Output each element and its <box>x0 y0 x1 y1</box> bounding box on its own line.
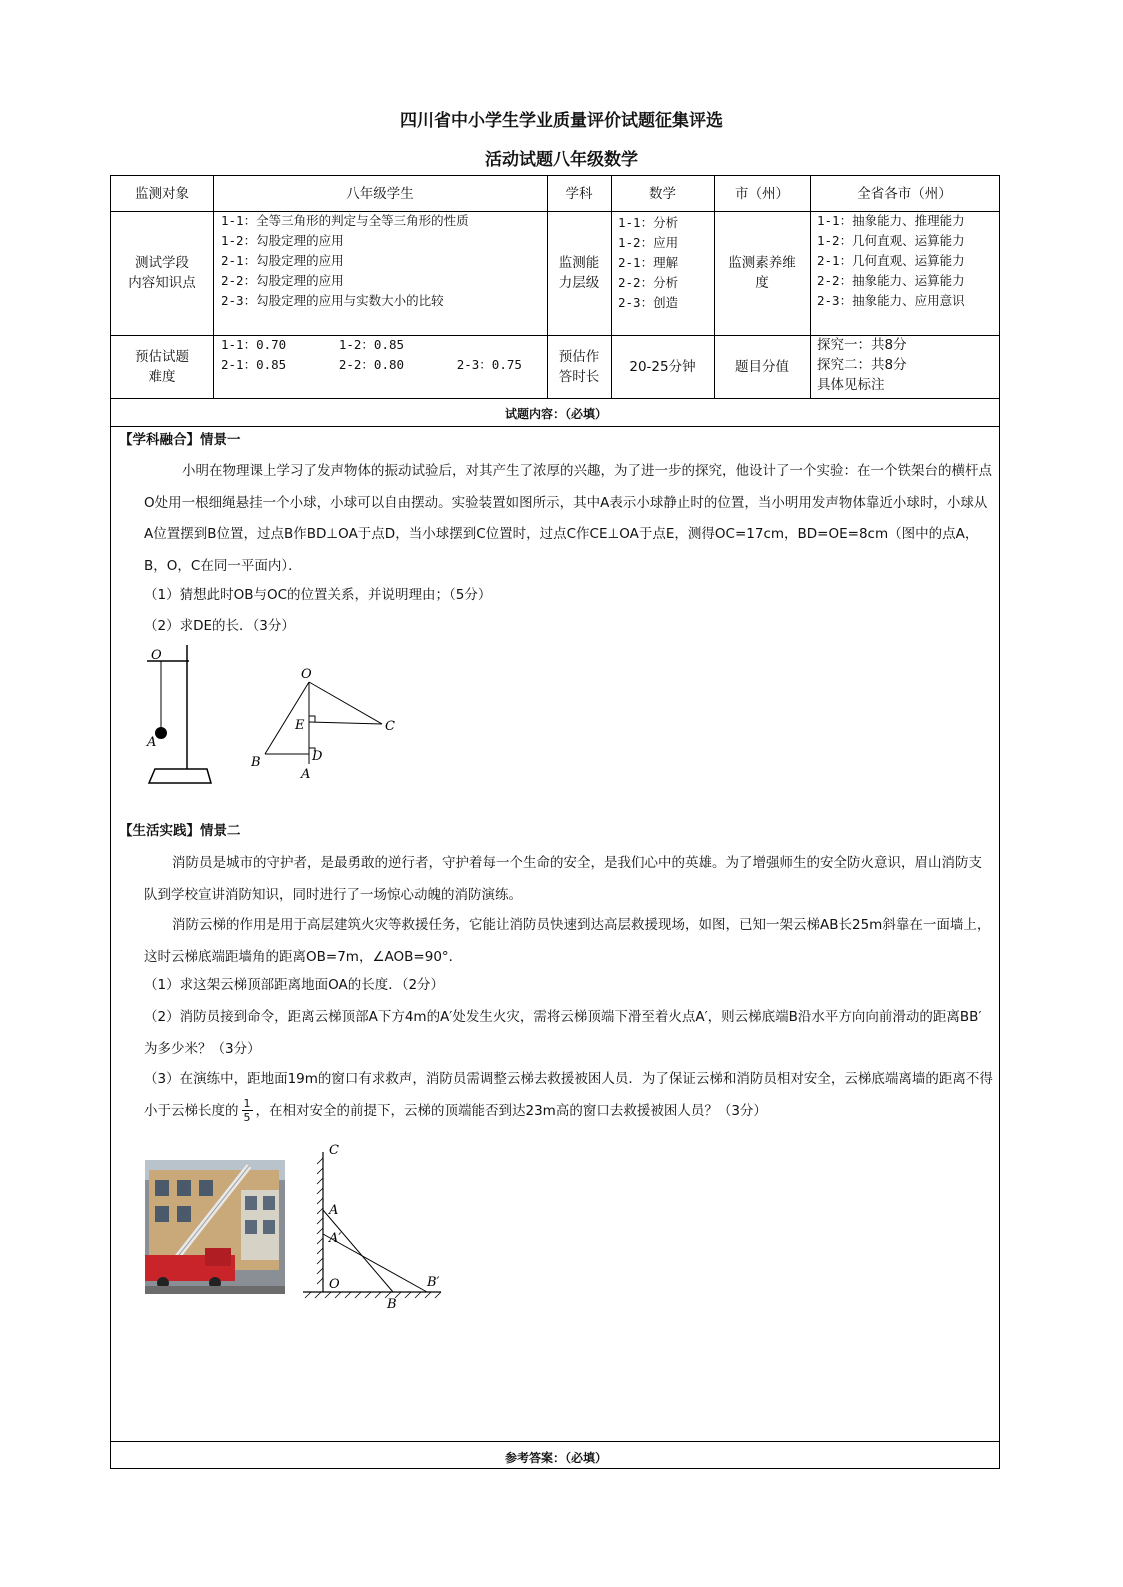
cell-monitor-target-label: 监测对象 <box>135 185 189 202</box>
literacy-item: 1-2：几何直观、运算能力 <box>817 233 965 248</box>
literacy-item: 1-1：抽象能力、推理能力 <box>817 213 965 228</box>
cell-literacy-dimensions <box>810 211 999 335</box>
level-item: 2-1：理解 <box>618 255 679 270</box>
label-O: O <box>151 648 162 663</box>
ladder-geometry-figure <box>301 1138 451 1310</box>
row-divider <box>111 1441 999 1442</box>
label-C: C <box>329 1143 339 1158</box>
row-divider <box>111 398 999 399</box>
label-A-prime: A′ <box>329 1231 342 1246</box>
scene2-paragraph-1: 消防员是城市的守护者，是最勇敢的逆行者，守护着每一个生命的安全，是我们心中的英雄。为了增强师生的安全防火意识，眉山消防支队到学校宣讲消防知识，同时进行了一场惊心动魄的消防演练。 <box>144 855 982 903</box>
knowledge-item: 2-1：勾股定理的应用 <box>221 253 344 268</box>
scene1-question-1: （1）猜想此时OB与OC的位置关系，并说明理由；（5分） <box>144 587 492 603</box>
fraction-one-fifth <box>242 1097 253 1124</box>
label-line: 力层级 <box>558 275 600 291</box>
difficulty-line: 2-1：0.85 2-2：0.80 2-3：0.75 <box>221 357 522 372</box>
knowledge-item: 1-1：全等三角形的判定与全等三角形的性质 <box>221 213 469 228</box>
label-D: D <box>312 749 323 764</box>
cell-difficulty-values <box>213 335 547 398</box>
label-C: C <box>385 719 395 734</box>
literacy-item: 2-2：抽象能力、运算能力 <box>817 273 965 288</box>
cell-time-label <box>547 335 611 398</box>
scene1-question-2: （2）求DE的长．（3分） <box>144 618 295 634</box>
label-A: A <box>147 735 157 750</box>
label-line: 预估作 <box>558 348 600 365</box>
cell-content-label <box>111 211 213 335</box>
level-item: 1-2：应用 <box>618 235 679 250</box>
level-item: 2-3：创造 <box>618 295 679 310</box>
level-item: 2-2：分析 <box>618 275 679 290</box>
scene2-paragraph-2: 消防云梯的作用是用于高层建筑火灾等救援任务，它能让消防员快速到达高层救援现场，如图，已知一架云梯AB长25m斜靠在一面墙上，这时云梯底端距墙角的距离OB=7m，∠AOB=90°． <box>144 917 991 965</box>
cell-ability-levels <box>611 211 714 335</box>
pendulum-stand-figure <box>141 641 221 786</box>
literacy-item: 2-1：几何直观、运算能力 <box>817 253 965 268</box>
row-divider <box>111 426 999 427</box>
label-line: 答时长 <box>558 368 600 385</box>
fire-truck-photo <box>145 1160 285 1294</box>
page-title: 四川省中小学生学业质量评价试题征集评选 <box>400 111 723 131</box>
question-text: （3）在演练中，距地面19m的窗口有求救声，消防员需调整云梯去救援被困人员．为了保证云梯和消防员相对安全，云梯底端离墙的距离不得小于云梯长度的 <box>144 1071 993 1119</box>
label-A: A <box>329 1203 339 1218</box>
score-item: 具体见标注 <box>817 377 885 393</box>
scene2-question-1: （1）求这架云梯顶部距离地面OA的长度．（2分） <box>144 977 445 993</box>
ball-icon <box>155 727 167 739</box>
scene1-geometry-figure <box>251 664 411 779</box>
scene2-question-3 <box>144 1064 994 1127</box>
answer-label: 参考答案：（必填） <box>504 1451 607 1465</box>
knowledge-item: 2-3：勾股定理的应用与实数大小的比较 <box>221 293 444 308</box>
scene1-paragraph: 小明在物理课上学习了发声物体的振动试验后，对其产生了浓厚的兴趣，为了进一步的探究，他设计了一个实验：在一个铁架台的横杆点O处用一根细绳悬挂一个小球，小球可以自由摆动。实验装置如图所示，其中A表示小球静止时的位置，当小明用发声物体靠近小球时，小球从A位置摆到B位置，过点B作BD⊥OA于点D，当小球摆到C位置时，过点C作CE⊥OA于点E，测得OC=17cm，BD=OE=8cm（图中的点A，B，O，C在同一平面内）． <box>144 463 992 574</box>
cell-city-label: 市（州） <box>735 185 789 202</box>
cell-monitor-target: 八年级学生 <box>346 185 414 202</box>
cell-ability-label <box>547 211 611 335</box>
literacy-item: 2-3：抽象能力、应用意识 <box>817 293 965 308</box>
label-line: 预估试题 <box>135 348 189 365</box>
label-line: 监测素养维 <box>728 255 796 271</box>
cell-knowledge-points <box>213 211 547 335</box>
score-item: 探究二：共8分 <box>817 357 907 373</box>
knowledge-item: 2-2：勾股定理的应用 <box>221 273 344 288</box>
fraction-denominator: 5 <box>243 1111 251 1124</box>
label-line: 度 <box>755 275 769 291</box>
label-A: A <box>301 767 311 779</box>
cell-literacy-label <box>714 211 810 335</box>
cell-score-values <box>810 335 999 398</box>
knowledge-item: 1-2：勾股定理的应用 <box>221 233 344 248</box>
cell-difficulty-label <box>111 335 213 398</box>
label-B: B <box>251 755 261 770</box>
label-B: B <box>387 1297 397 1310</box>
label-B-prime: B′ <box>427 1275 440 1290</box>
label-line: 测试学段 <box>135 255 189 271</box>
difficulty-line: 1-1：0.70 1-2：0.85 <box>221 337 405 352</box>
fraction-numerator: 1 <box>243 1097 251 1110</box>
scene1-header: 【学科融合】情景一 <box>119 432 241 448</box>
scene2-question-2: （2）消防员接到命令，距离云梯顶部A下方4m的A′处发生火灾，需将云梯顶端下滑至着火点A′，则云梯底端B沿水平方向向前滑动的距离BB′为多少米？（3分） <box>144 1009 982 1057</box>
label-line: 难度 <box>148 368 176 385</box>
page-subtitle: 活动试题八年级数学 <box>485 150 638 170</box>
cell-subject-label: 学科 <box>565 185 593 202</box>
label-O: O <box>301 667 312 682</box>
scene2-header: 【生活实践】情景二 <box>119 823 241 839</box>
score-item: 探究一：共8分 <box>817 337 907 353</box>
cell-score-label: 题目分值 <box>735 358 789 375</box>
question-text: ，在相对安全的前提下，云梯的顶端能否到达23m高的窗口去救援被困人员？（3分） <box>255 1102 767 1119</box>
cell-subject: 数学 <box>649 185 676 202</box>
label-E: E <box>295 718 305 733</box>
exam-table <box>110 175 1000 1469</box>
label-line: 监测能 <box>558 255 600 271</box>
level-item: 1-1：分析 <box>618 215 679 230</box>
label-line: 内容知识点 <box>128 275 196 291</box>
content-label: 试题内容：（必填） <box>504 407 607 421</box>
cell-time-value: 20-25分钟 <box>629 358 696 375</box>
cell-city: 全省各市（州） <box>857 185 952 202</box>
label-O: O <box>329 1277 340 1292</box>
